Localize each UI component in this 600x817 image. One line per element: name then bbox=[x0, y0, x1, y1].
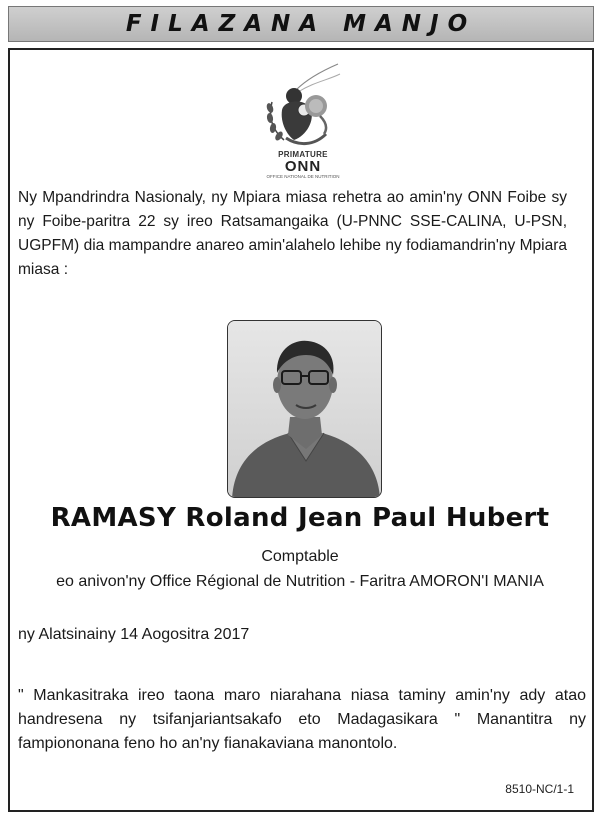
onn-emblem-icon bbox=[258, 60, 348, 152]
portrait-photo bbox=[227, 320, 382, 498]
header-bar bbox=[8, 6, 594, 42]
condolence-paragraph: " Mankasitraka ireo taona maro niarahana niasa taminy amin'ny ady atao handresena ny tsifanjariantsakafo eto Madagasikara " Manantitra ny fampiononana feno ho an'ny fianakaviana manontolo. bbox=[18, 687, 586, 752]
onn-logo bbox=[258, 60, 348, 180]
deceased-name: RAMASY Roland Jean Paul Hubert bbox=[50, 503, 550, 533]
logo-primature-text: PRIMATURE bbox=[278, 150, 328, 159]
intro-paragraph: Ny Mpandrindra Nasionaly, ny Mpiara miasa rehetra ao amin'ny ONN Foibe sy ny Foibe-paritra 22 sy ireo Ratsamangaika (U-PNNC SSE-CALINA, U-PSN, UGPFM) dia mampandre anareo amin'alahelo lehibe ny fodiamandrin'ny Mpiara miasa : bbox=[18, 189, 568, 278]
deceased-role: Comptable bbox=[261, 548, 339, 565]
reference-number: 8510-NC/1-1 bbox=[505, 782, 574, 796]
logo-onn-text: ONN bbox=[284, 158, 322, 175]
header-title: FILAZANA MANJO bbox=[125, 11, 477, 37]
logo-subtitle-text: OFFICE NATIONAL DE NUTRITION bbox=[266, 174, 340, 179]
person-portrait-icon bbox=[228, 321, 382, 498]
deceased-office: eo anivon'ny Office Régional de Nutrition - Faritra AMORON'I MANIA bbox=[56, 573, 544, 590]
date-line: ny Alatsinainy 14 Aogositra 2017 bbox=[18, 626, 250, 643]
